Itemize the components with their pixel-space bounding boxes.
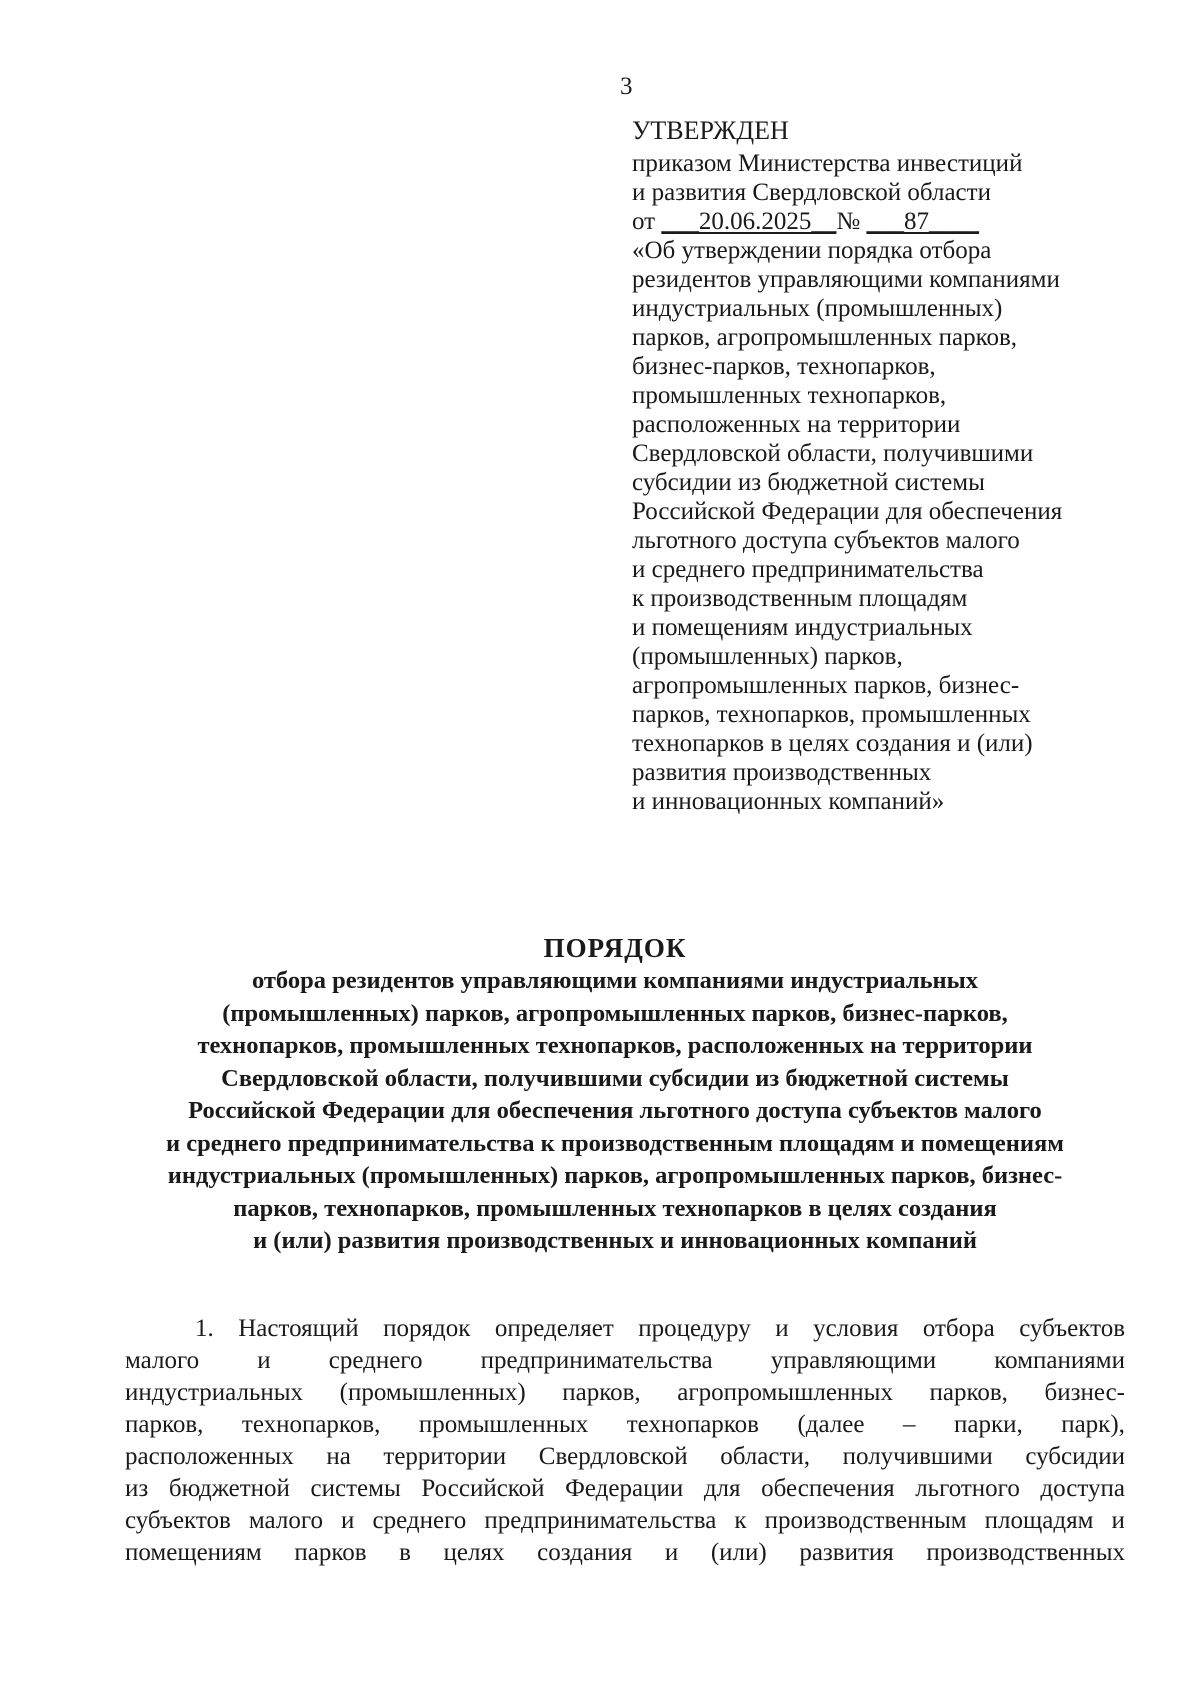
approval-order-title (632, 236, 1152, 816)
order-title-line: субсидии из бюджетной системы (632, 469, 985, 496)
body-word: технопарков, (241, 1411, 381, 1438)
body-word: парков, (929, 1379, 1008, 1406)
body-word: производственных (926, 1539, 1125, 1566)
body-word: субсидии (1025, 1443, 1125, 1470)
approval-date-line (632, 207, 1152, 236)
order-title-line: льготного доступа субъектов малого (632, 527, 1020, 554)
order-title-line: (промышленных) парков, (632, 643, 903, 670)
body-word: Федерации (565, 1475, 684, 1502)
body-word: развития (799, 1539, 894, 1566)
number-sign: № (836, 208, 867, 235)
body-word: парков, (125, 1411, 204, 1438)
order-title-line: агропромышленных парков, бизнес- (632, 672, 1020, 699)
order-title-line: и инновационных компаний» (632, 788, 945, 815)
body-word: субъектов (125, 1507, 231, 1534)
order-title-line: Свердловской области, получившими (632, 440, 1034, 467)
subtitle-line: парков, технопарков, промышленных технопарков в целях создания (233, 1194, 997, 1222)
body-word: доступа (1040, 1475, 1125, 1502)
page-number: 3 (620, 73, 633, 100)
body-word: среднего (328, 1347, 423, 1374)
body-word: целях (443, 1539, 505, 1566)
body-word: предпринимательства (484, 1507, 717, 1534)
body-word: расположенных (125, 1443, 294, 1470)
subtitle-line: Свердловской области, получившими субсидии из бюджетной системы (221, 1064, 1009, 1092)
subtitle-line: и (или) развития производственных и инновационных компаний (253, 1227, 977, 1254)
order-title-line: резидентов управляющими компаниями (632, 266, 1060, 293)
approval-line-1: приказом Министерства инвестиций (632, 150, 1023, 177)
body-line (125, 1441, 1125, 1473)
body-word: из (125, 1475, 149, 1502)
body-line (125, 1313, 1125, 1345)
body-word: льготного (915, 1475, 1020, 1502)
order-title-line: промышленных технопарков, (632, 382, 947, 409)
body-paragraph (125, 1313, 1125, 1569)
body-word: Настоящий (238, 1315, 359, 1342)
body-word: 1. (195, 1315, 214, 1342)
body-word: процедуру (638, 1315, 751, 1342)
body-line (125, 1345, 1125, 1377)
body-word: порядок (383, 1315, 471, 1342)
order-title-line: индустриальных (промышленных) (632, 295, 1003, 322)
body-line (125, 1537, 1125, 1569)
order-title-line: расположенных на территории (632, 411, 961, 438)
body-word: (или) (710, 1539, 767, 1566)
body-word: парк), (1061, 1411, 1125, 1438)
body-word: отбора (922, 1315, 995, 1342)
body-word: малого (125, 1347, 200, 1374)
document-title: ПОРЯДОК (543, 933, 687, 963)
body-word: создания (537, 1539, 633, 1566)
body-word: системы (310, 1475, 401, 1502)
order-title-line: технопарков в целях создания и (или) (632, 730, 1033, 757)
document-subtitle (90, 965, 1140, 1258)
body-word: на (326, 1443, 351, 1470)
body-word: (далее (797, 1411, 865, 1438)
body-word: территории (383, 1443, 507, 1470)
date-prefix: от (632, 208, 662, 235)
subtitle-line: индустриальных (промышленных) парков, агропромышленных парков, бизнес- (167, 1162, 1063, 1189)
subtitle-line: отбора резидентов управляющими компаниями индустриальных (251, 967, 979, 994)
body-word: субъектов (1019, 1315, 1125, 1342)
body-word: предпринимательства (480, 1347, 713, 1374)
body-word: площадям (984, 1507, 1094, 1534)
body-word: и (775, 1315, 789, 1342)
order-title-line: парков, агропромышленных парков, (632, 324, 1018, 351)
body-word: и (341, 1507, 355, 1534)
subtitle-line: (промышленных) парков, агропромышленных парков, бизнес-парков, (222, 999, 1008, 1027)
body-word: (промышленных) (339, 1379, 526, 1406)
order-title-line: «Об утверждении порядка отбора (632, 237, 992, 264)
body-line (125, 1377, 1125, 1409)
body-word: помещениям (125, 1539, 262, 1566)
subtitle-line: и среднего предпринимательства к производственным площадям и помещениям (166, 1129, 1064, 1157)
approval-line-2: и развития Свердловской области (632, 179, 991, 206)
body-word: и (1111, 1507, 1125, 1534)
order-title-line: бизнес-парков, технопарков, (632, 353, 936, 380)
body-word: получившими (842, 1443, 993, 1470)
approval-block (632, 115, 1152, 816)
order-date: ___20.06.2025__ (661, 208, 837, 235)
order-title-line: и среднего предпринимательства (632, 556, 984, 583)
subtitle-line: технопарков, промышленных технопарков, расположенных на территории (197, 1032, 1033, 1059)
body-word: области, (720, 1443, 811, 1470)
body-word: бюджетной (168, 1475, 290, 1502)
order-title-line: и помещениям индустриальных (632, 614, 973, 641)
body-word: к (734, 1507, 747, 1534)
body-word: парков, (562, 1379, 641, 1406)
body-word: управляющими (770, 1347, 937, 1374)
body-word: – (902, 1411, 916, 1438)
body-word: бизнес- (1044, 1379, 1125, 1406)
approval-stamp: УТВЕРЖДЕН (632, 116, 789, 145)
body-word: Свердловской (538, 1443, 688, 1470)
order-title-line: Российской Федерации для обеспечения (632, 498, 1063, 525)
order-title-line: развития производственных (632, 759, 932, 786)
body-word: для (703, 1475, 741, 1502)
body-word: компаниями (994, 1347, 1125, 1374)
body-word: агропромышленных (677, 1379, 893, 1406)
body-word: промышленных (418, 1411, 589, 1438)
document-heading (90, 932, 1140, 1258)
body-word: парков (294, 1539, 367, 1566)
body-word: технопарков (626, 1411, 759, 1438)
body-line (125, 1409, 1125, 1441)
body-word: в (399, 1539, 411, 1566)
order-title-line: к производственным площадям (632, 585, 968, 612)
body-word: определяет (494, 1315, 614, 1342)
body-word: обеспечения (761, 1475, 895, 1502)
body-word: парки, (953, 1411, 1023, 1438)
body-line (125, 1473, 1125, 1505)
body-word: и (257, 1347, 271, 1374)
order-number: ___87____ (866, 208, 979, 235)
body-word: среднего (372, 1507, 467, 1534)
body-word: Российской (421, 1475, 545, 1502)
body-word: условия (813, 1315, 899, 1342)
order-title-line: парков, технопарков, промышленных (632, 701, 1031, 728)
body-word: производственным (764, 1507, 967, 1534)
body-word: и (664, 1539, 679, 1566)
body-word: малого (248, 1507, 323, 1534)
body-word: индустриальных (125, 1379, 304, 1406)
subtitle-line: Российской Федерации для обеспечения льготного доступа субъектов малого (188, 1097, 1042, 1124)
body-line (125, 1505, 1125, 1537)
